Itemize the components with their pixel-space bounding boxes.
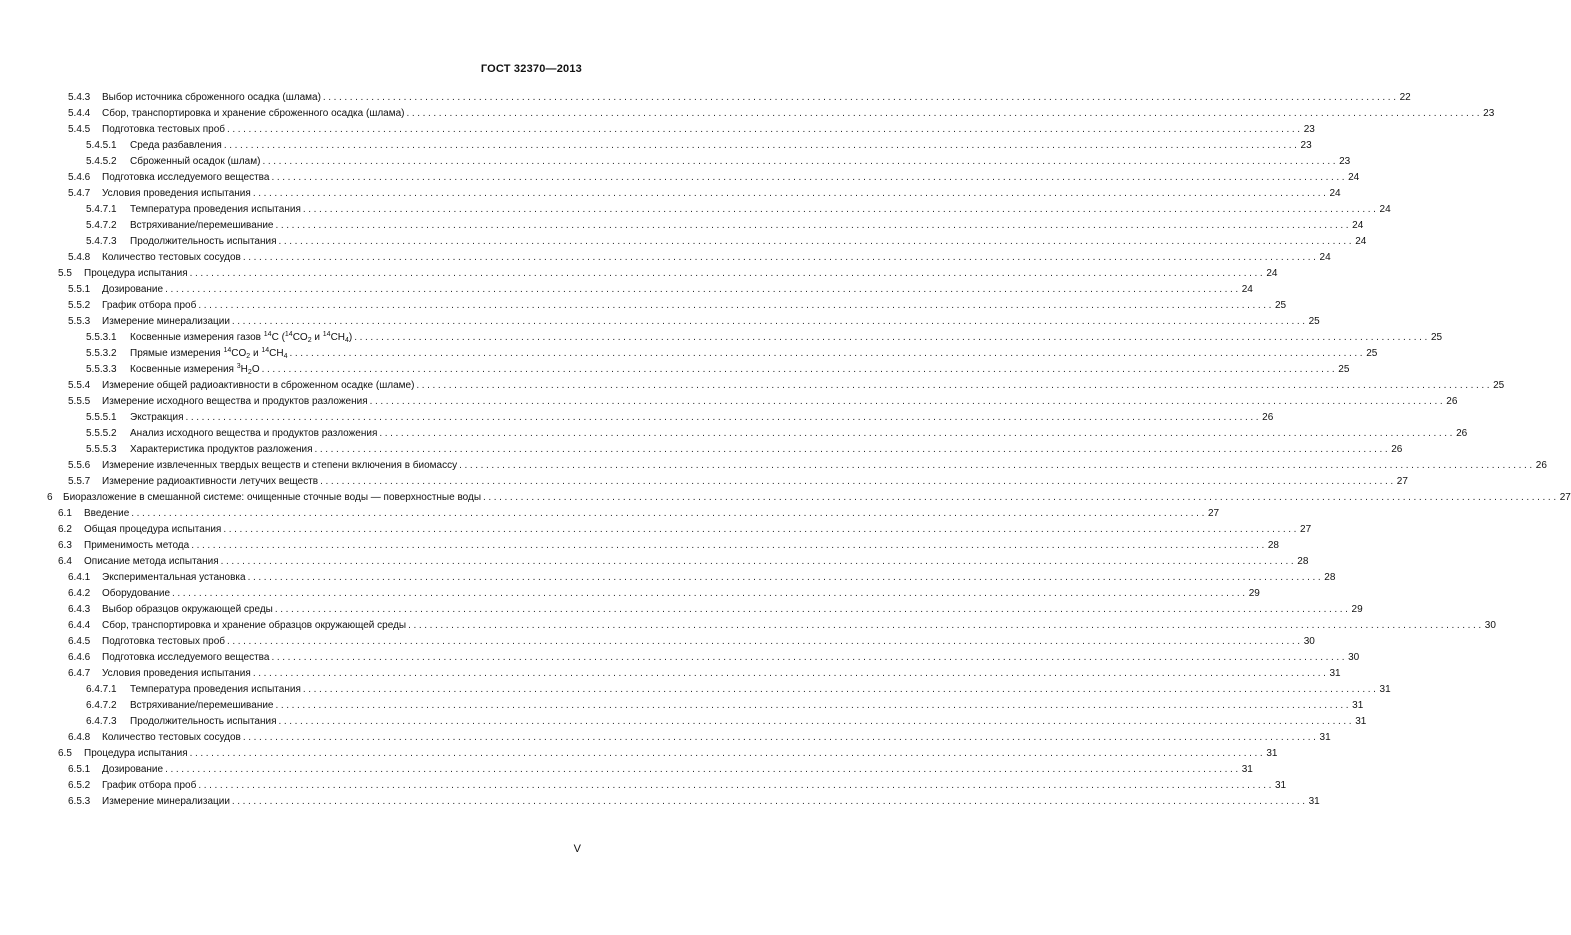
toc-entry-page: 28 [1296,554,1308,570]
toc-entry[interactable] [0,602,1363,618]
toc-entry-number: 5.5.5.2 [86,428,117,439]
toc-entry-title: Экспериментальная установка [96,570,248,586]
toc-entry-page: 31 [1274,778,1286,794]
toc-entry[interactable] [0,186,1341,202]
toc-entry-number: 5.5.4 [68,380,91,391]
toc-entry-number: 6.2 [58,524,72,535]
toc-leader-dots: ........................................................................................................................................................................................................ [223,140,1300,151]
toc-entry-title: Встряхивание/перемешивание [124,698,276,714]
toc-entry[interactable] [0,794,1320,810]
toc-entry-title: Подготовка исследуемого вещества [96,170,271,186]
toc-entry-title: Подготовка тестовых проб [96,122,227,138]
toc-leader-dots: ........................................................................................................................................................................................................ [406,108,1483,119]
toc-entry-page: 25 [1492,378,1504,394]
toc-entry[interactable] [0,474,1408,490]
toc-entry-number: 6.5 [58,748,72,759]
toc-leader-dots: ........................................................................................................................................................................................................ [302,684,1379,695]
toc-leader-dots: ........................................................................................................................................................................................................ [275,220,1352,231]
toc-entry-page: 23 [1482,106,1494,122]
toc-leader-dots: ........................................................................................................................................................................................................ [261,364,1338,375]
toc-entry-number: 5.4.7.1 [86,204,117,215]
toc-entry[interactable] [0,762,1253,778]
toc-entry-page: 26 [1445,394,1457,410]
toc-entry-number: 6.4.5 [68,636,91,647]
toc-entry-number: 5.4.5.1 [86,140,117,151]
toc-entry-number: 6.4.7.1 [86,684,117,695]
toc-entry-number: 6.4.4 [68,620,91,631]
toc-entry-page: 25 [1308,314,1320,330]
toc-entry-page: 22 [1399,90,1411,106]
page-number-footer: V [573,843,581,855]
toc-leader-dots: ........................................................................................................................................................................................................ [271,652,1348,663]
toc-entry-page: 26 [1261,410,1273,426]
toc-leader-dots: ........................................................................................................................................................................................................ [131,508,1207,519]
toc-entry-page: 29 [1351,602,1363,618]
toc-entry-number: 5.5.5 [68,396,91,407]
toc-entry-title: Оборудование [96,586,172,602]
toc-entry[interactable] [0,154,1351,170]
toc-leader-dots: ........................................................................................................................................................................................................ [252,668,1329,679]
toc-entry-number: 5.4.8 [68,252,91,263]
toc-entry-title: Измерение радиоактивности летучих веществ [96,474,320,490]
toc-entry[interactable] [0,378,1505,394]
toc-entry-page: 30 [1484,618,1496,634]
toc-entry-page: 30 [1347,650,1359,666]
toc-entry-page: 27 [1207,506,1219,522]
toc-entry-page: 31 [1379,682,1391,698]
toc-entry[interactable] [0,170,1360,186]
toc-entry[interactable] [0,522,1312,538]
toc-entry-number: 5.5.1 [68,284,91,295]
toc-leader-dots: ........................................................................................................................................................................................................ [242,252,1319,263]
toc-entry-page: 31 [1351,698,1363,714]
toc-entry-page: 29 [1248,586,1260,602]
toc-entry-title: Экстракция [124,410,185,426]
toc-leader-dots: ........................................................................................................................................................................................................ [278,236,1355,247]
toc-entry[interactable] [0,362,1350,378]
toc-entry[interactable] [0,698,1364,714]
toc-entry-page: 31 [1265,746,1277,762]
toc-leader-dots: ........................................................................................................................................................................................................ [198,300,1274,311]
toc-entry[interactable] [0,426,1468,442]
toc-entry[interactable] [0,202,1391,218]
toc-entry-title: Дозирование [96,762,165,778]
toc-entry-number: 6.4.7.3 [86,716,117,727]
toc-leader-dots: ........................................................................................................................................................................................................ [262,156,1339,167]
toc-leader-dots: ........................................................................................................................................................................................................ [459,460,1535,471]
toc-entry-page: 24 [1351,218,1363,234]
toc-entry-page: 30 [1303,634,1315,650]
toc-entry-number: 5.4.3 [68,92,91,103]
toc-entry-title: Подготовка исследуемого вещества [96,650,271,666]
toc-leader-dots: ........................................................................................................................................................................................................ [289,348,1366,359]
toc-leader-dots: ........................................................................................................................................................................................................ [416,380,1493,391]
toc-entry-number: 5.4.7 [68,188,91,199]
toc-entry-page: 27 [1299,522,1311,538]
toc-entry[interactable] [0,250,1331,266]
toc-entry[interactable] [0,634,1315,650]
toc-entry[interactable] [0,458,1547,474]
toc-entry[interactable] [0,714,1367,730]
toc-entry-title: Условия проведения испытания [96,666,253,682]
toc-entry-number: 5.5.3.1 [86,332,117,343]
toc-entry-page: 25 [1274,298,1286,314]
toc-entry-number: 5.4.4 [68,108,91,119]
toc-entry[interactable] [0,746,1278,762]
toc-entry[interactable] [0,506,1220,522]
toc-entry-number: 6.4.1 [68,572,91,583]
toc-entry-page: 24 [1354,234,1366,250]
toc-entry-page: 27 [1559,490,1571,506]
toc-entry-title: Косвенные измерения газов $^{14}$C ($^{14}CO_2$ и $^{14}CH_4$) [124,330,354,346]
toc-leader-dots: ........................................................................................................................................................................................................ [223,524,1300,535]
toc-leader-dots: ........................................................................................................................................................................................................ [165,284,1241,295]
toc-leader-dots: ........................................................................................................................................................................................................ [220,556,1297,567]
toc-entry-number: 6.4.7.2 [86,700,117,711]
toc-entry-title: Условия проведения испытания [96,186,253,202]
toc-entry-number: 6.4.8 [68,732,91,743]
toc-entry-title: Измерение минерализации [96,314,232,330]
toc-entry[interactable] [0,330,1443,346]
toc-entry[interactable] [0,682,1391,698]
toc-entry-number: 5.4.7.3 [86,236,117,247]
toc-leader-dots: ........................................................................................................................................................................................................ [408,620,1484,631]
toc-entry-title: Измерение исходного вещества и продуктов разложения [96,394,370,410]
toc-entry-title: Прямые измерения $^{14}CO_2$ и $^{14}CH_4$ [124,346,290,362]
toc-entry-number: 6.5.1 [68,764,91,775]
toc-entry[interactable] [0,394,1458,410]
toc-leader-dots: ........................................................................................................................................................................................................ [231,316,1308,327]
toc-entry-number: 6.4.6 [68,652,91,663]
toc-leader-dots: ........................................................................................................................................................................................................ [354,332,1430,343]
toc-entry-page: 23 [1300,138,1312,154]
toc-leader-dots: ........................................................................................................................................................................................................ [231,796,1308,807]
toc-entry-title: Анализ исходного вещества и продуктов разложения [124,426,379,442]
toc-entry-page: 27 [1396,474,1408,490]
toc-entry-number: 5.5.6 [68,460,91,471]
toc-leader-dots: ........................................................................................................................................................................................................ [271,172,1348,183]
toc-entry-number: 5.5.5.1 [86,412,117,423]
toc-entry[interactable] [0,778,1287,794]
toc-leader-dots: ........................................................................................................................................................................................................ [227,636,1303,647]
toc-entry-page: 31 [1319,730,1331,746]
toc-entry[interactable] [0,730,1331,746]
toc-entry-title: Выбор источника сброженного осадка (шлама) [96,90,323,106]
toc-leader-dots: ........................................................................................................................................................................................................ [275,700,1352,711]
toc-entry-number: 6.3 [58,540,72,551]
toc-entry[interactable] [0,570,1336,586]
toc-entry-number: 5.5.3.3 [86,364,117,375]
toc-entry-number: 5.5.5.3 [86,444,117,455]
toc-entry[interactable] [0,298,1287,314]
toc-entry-title: Характеристика продуктов разложения [124,442,315,458]
toc-leader-dots: ........................................................................................................................................................................................................ [320,476,1396,487]
toc-leader-dots: ........................................................................................................................................................................................................ [379,428,1456,439]
toc-entry-title: Введение [78,506,131,522]
toc-entry-page: 24 [1347,170,1359,186]
toc-entry-number: 6.4.7 [68,668,91,679]
toc-entry-title: Сбор, транспортировка и хранение сброженного осадка (шлама) [96,106,407,122]
toc-entry[interactable] [0,554,1309,570]
toc-entry[interactable] [0,490,1571,506]
toc-entry-page: 31 [1328,666,1340,682]
toc-leader-dots: ........................................................................................................................................................................................................ [369,396,1446,407]
toc-entry-number: 6.5.2 [68,780,91,791]
toc-entry[interactable] [0,442,1403,458]
toc-entry-title: Температура проведения испытания [124,682,303,698]
toc-leader-dots: ........................................................................................................................................................................................................ [191,540,1267,551]
toc-entry-page: 31 [1308,794,1320,810]
toc-entry[interactable] [0,314,1320,330]
toc-entry-page: 23 [1303,122,1315,138]
toc-entry-page: 31 [1354,714,1366,730]
toc-leader-dots: ........................................................................................................................................................................................................ [274,604,1351,615]
toc-leader-dots: ........................................................................................................................................................................................................ [227,124,1303,135]
toc-entry-page: 28 [1323,570,1335,586]
toc-entry-title: Косвенные измерения $^3H_2O$ [124,362,262,378]
toc-entry-title: Биоразложение в смешанной системе: очищенные сточные воды — поверхностные воды [57,490,483,506]
toc-leader-dots: ........................................................................................................................................................................................................ [483,492,1559,503]
document-code-header: ГОСТ 32370—2013 [480,63,582,75]
toc-entry-title: Общая процедура испытания [78,522,223,538]
toc-entry-title: Количество тестовых сосудов [96,730,243,746]
toc-entry-number: 5.4.5.2 [86,156,117,167]
toc-entry[interactable] [0,266,1278,282]
toc-entry-number: 6 [47,492,53,503]
toc-entry[interactable] [0,346,1378,362]
toc-entry[interactable] [0,122,1315,138]
toc-entry-title: Температура проведения испытания [124,202,303,218]
toc-entry[interactable] [0,106,1495,122]
toc-entry-page: 26 [1455,426,1467,442]
toc-entry-title: Выбор образцов окружающей среды [96,602,275,618]
toc-entry-title: Описание метода испытания [78,554,221,570]
toc-entry-number: 5.5.3.2 [86,348,117,359]
toc-entry-title: Продолжительность испытания [124,714,279,730]
toc-entry-page: 25 [1337,362,1349,378]
toc-entry-number: 5.5.2 [68,300,91,311]
toc-entry-number: 6.4.3 [68,604,91,615]
toc-entry-number: 5.4.7.2 [86,220,117,231]
toc-entry-number: 6.5.3 [68,796,91,807]
table-of-contents [0,90,1571,810]
toc-entry-page: 31 [1241,762,1253,778]
toc-entry-title: Дозирование [96,282,165,298]
toc-entry-number: 5.4.6 [68,172,91,183]
toc-entry-title: Среда разбавления [124,138,224,154]
toc-entry[interactable] [0,90,1411,106]
toc-entry[interactable] [0,218,1364,234]
toc-entry[interactable] [0,234,1367,250]
toc-entry-number: 5.5.3 [68,316,91,327]
toc-entry-number: 6.4 [58,556,72,567]
toc-leader-dots: ........................................................................................................................................................................................................ [278,716,1355,727]
toc-leader-dots: ........................................................................................................................................................................................................ [165,764,1241,775]
toc-entry-page: 24 [1379,202,1391,218]
toc-entry-page: 26 [1390,442,1402,458]
toc-entry-page: 24 [1319,250,1331,266]
toc-entry[interactable] [0,650,1360,666]
toc-entry[interactable] [0,282,1253,298]
toc-entry-title: Встряхивание/перемешивание [124,218,276,234]
toc-entry[interactable] [0,410,1274,426]
toc-entry-number: 5.4.5 [68,124,91,135]
toc-entry-title: Подготовка тестовых проб [96,634,227,650]
toc-entry-number: 6.1 [58,508,72,519]
toc-entry-title: График отбора проб [96,778,198,794]
toc-entry-title: Измерение извлеченных твердых веществ и степени включения в биомассу [96,458,459,474]
toc-leader-dots: ........................................................................................................................................................................................................ [189,748,1266,759]
toc-entry[interactable] [0,586,1260,602]
toc-entry-title: Сбор, транспортировка и хранение образцов окружающей среды [96,618,408,634]
toc-leader-dots: ........................................................................................................................................................................................................ [198,780,1274,791]
toc-entry-title: Сброженный осадок (шлам) [124,154,262,170]
toc-entry[interactable] [0,666,1341,682]
toc-leader-dots: ........................................................................................................................................................................................................ [189,268,1266,279]
toc-leader-dots: ........................................................................................................................................................................................................ [322,92,1399,103]
toc-entry-title: Продолжительность испытания [124,234,279,250]
toc-leader-dots: ........................................................................................................................................................................................................ [247,572,1324,583]
toc-entry-page: 24 [1265,266,1277,282]
toc-leader-dots: ........................................................................................................................................................................................................ [252,188,1329,199]
toc-leader-dots: ........................................................................................................................................................................................................ [314,444,1391,455]
toc-entry-page: 24 [1328,186,1340,202]
toc-entry-title: Процедура испытания [78,266,190,282]
toc-entry-title: Применимость метода [78,538,191,554]
toc-entry-title: Измерение общей радиоактивности в сброженном осадке (шламе) [96,378,416,394]
toc-leader-dots: ........................................................................................................................................................................................................ [172,588,1248,599]
toc-entry-title: Измерение минерализации [96,794,232,810]
toc-entry-page: 24 [1241,282,1253,298]
toc-entry[interactable] [0,618,1496,634]
toc-leader-dots: ........................................................................................................................................................................................................ [242,732,1319,743]
toc-entry-number: 5.5.7 [68,476,91,487]
toc-entry-number: 6.4.2 [68,588,91,599]
toc-entry[interactable] [0,538,1279,554]
toc-entry-page: 23 [1338,154,1350,170]
toc-entry-title: Процедура испытания [78,746,190,762]
toc-entry[interactable] [0,138,1312,154]
toc-leader-dots: ........................................................................................................................................................................................................ [185,412,1262,423]
toc-entry-number: 5.5 [58,268,72,279]
toc-entry-page: 26 [1535,458,1547,474]
toc-entry-page: 28 [1267,538,1279,554]
toc-entry-title: График отбора проб [96,298,198,314]
toc-entry-page: 25 [1430,330,1442,346]
toc-leader-dots: ........................................................................................................................................................................................................ [302,204,1379,215]
toc-entry-title: Количество тестовых сосудов [96,250,243,266]
toc-entry-page: 25 [1365,346,1377,362]
